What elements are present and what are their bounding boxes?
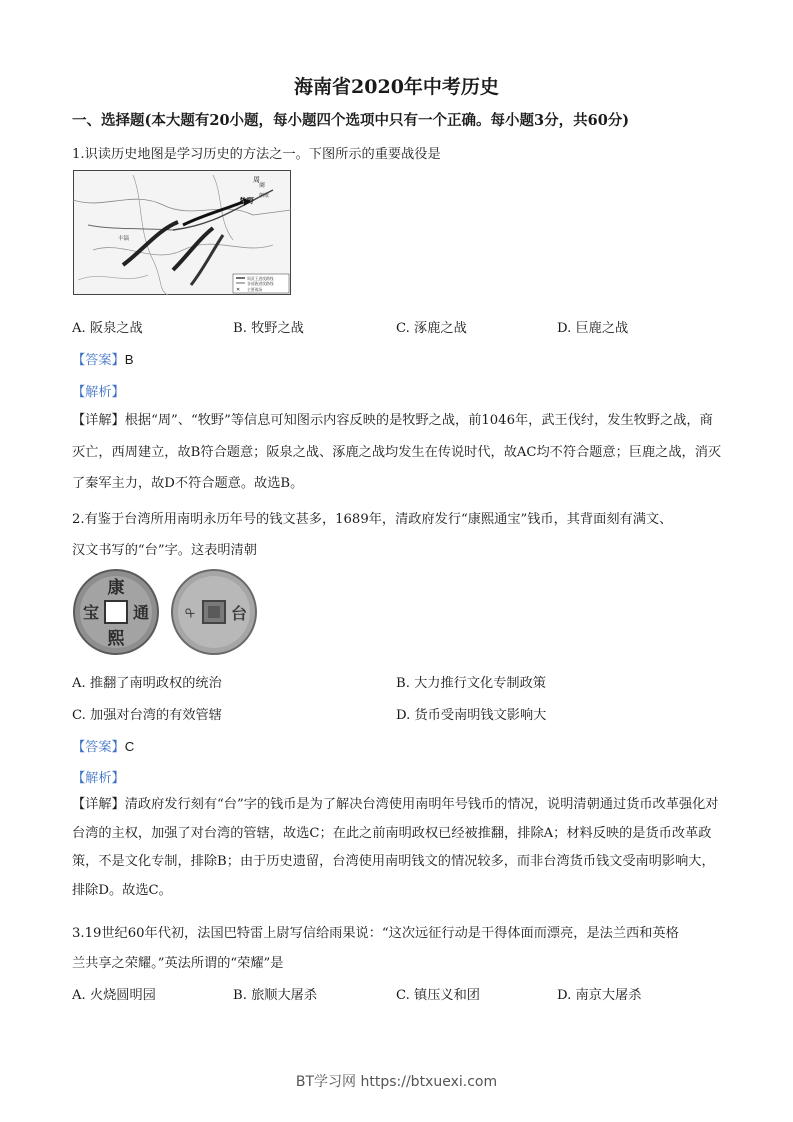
q3-option-c: C. 镇压义和团: [396, 988, 480, 1003]
map-legend-1: 周武王进攻路线: [247, 276, 274, 281]
q2-answer: [72, 736, 134, 755]
q2-detail-text: 清政府发行刻有“台”字的钱币是为了解决台湾使用南明年号钱币的情况，说明清朝通过货币改革强化对台湾的主权，加强了对台湾的管辖，故选C；在此之前南明政权已经被推翻，排除A；材料反映的是货币改革政策，不是文化专制，排除B；由于历史遗留，台湾使用南明钱文的情况较多，而非台湾货币钱文受南明影响大，排除D。故选C。: [72, 797, 719, 898]
q2-detail-tag: 【详解】: [72, 797, 125, 812]
q1-answer-value: B: [124, 352, 134, 367]
q1-answer-tag: 【答案】: [72, 353, 125, 368]
map-label-zhou: 周: [253, 176, 260, 184]
q1-option-b: B. 牧野之战: [233, 321, 304, 336]
coin-char-tai: 台: [230, 604, 248, 623]
q2-answer-tag: 【答案】: [72, 740, 125, 755]
coin-char-bao: 宝: [82, 603, 100, 622]
coin-char-kang: 康: [107, 578, 125, 598]
coin-back-image: [169, 568, 259, 656]
q3-option-a: A. 火烧圆明园: [72, 988, 156, 1003]
map-legend-3: 主要战场: [247, 287, 263, 292]
q3-stem-line1: 3.19世纪60年代初，法国巴特雷上尉写信给雨果说：“这次远征行动是干得体面而漂亮，是法兰西和英格: [72, 926, 679, 941]
map-label-chaoge: 朝歌: [259, 193, 270, 199]
q1-analysis-tag: 【解析】: [72, 385, 125, 400]
q2-option-d: D. 货币受南明钱文影响大: [396, 708, 547, 723]
q1-option-d: D. 巨鹿之战: [557, 321, 629, 336]
map-label-fengjing: 丰镐: [118, 236, 130, 242]
q2-option-c: C. 加强对台湾的有效管辖: [72, 708, 222, 723]
q2-analysis-tag: 【解析】: [72, 771, 125, 786]
page-title: 海南省2020年中考历史: [294, 76, 499, 98]
map-label-shang: 商: [259, 182, 266, 189]
q3-option-d: D. 南京大屠杀: [557, 988, 642, 1003]
q2-stem-line1: 2.有鉴于台湾所用南明永历年号的钱文甚多，1689年，清政府发行“康熙通宝”钱币，其背面刻有满文、: [72, 512, 673, 527]
q2-option-b: B. 大力推行文化专制政策: [396, 676, 546, 691]
q1-answer: [72, 349, 134, 368]
q1-option-c: C. 涿鹿之战: [396, 321, 467, 336]
coin-char-tong: 通: [132, 603, 150, 622]
battle-map: [73, 170, 291, 298]
coin-front-image: [72, 568, 160, 656]
q2-option-a: A. 推翻了南明政权的统治: [72, 676, 222, 691]
q1-detail: 【详解】根据“周”、“牧野”等信息可知图示内容反映的是牧野之战，前1046年，武王伐纣，发生牧野之战，商灭亡，西周建立，故B符合题意；阪泉之战、涿鹿之战均发生在传说时代，故AC均不符合题意；巨鹿之战，消灭了秦军主力，故D不符合题意。故选B。: [72, 413, 722, 491]
footer-site-link[interactable]: BT学习网 https://btxuexi.com: [295, 1074, 498, 1090]
coin-char-xi: 熙: [107, 629, 125, 649]
section-heading: 一、选择题(本大题有20小题，每小题四个选项中只有一个正确。每小题3分，共60分): [72, 112, 630, 129]
map-label-muye: 牧野: [240, 196, 254, 205]
q3-option-b: B. 旅顺大屠杀: [233, 988, 318, 1003]
q2-detail: [72, 791, 722, 905]
q1-stem: 1.识读历史地图是学习历史的方法之一。下图所示的重要战役是: [72, 147, 441, 162]
map-legend-2: 各部族进攻路线: [247, 281, 274, 286]
q3-stem-line2: 兰共享之荣耀。”英法所谓的“荣耀”是: [72, 956, 284, 971]
q2-stem-line2: 汉文书写的“台”字。这表明清朝: [72, 543, 257, 558]
q2-answer-value: C: [124, 739, 135, 754]
q1-option-a: A. 阪泉之战: [72, 321, 143, 336]
svg-text:✕: ✕: [236, 287, 241, 293]
svg-text:ᠲ: ᠲ: [184, 607, 196, 623]
